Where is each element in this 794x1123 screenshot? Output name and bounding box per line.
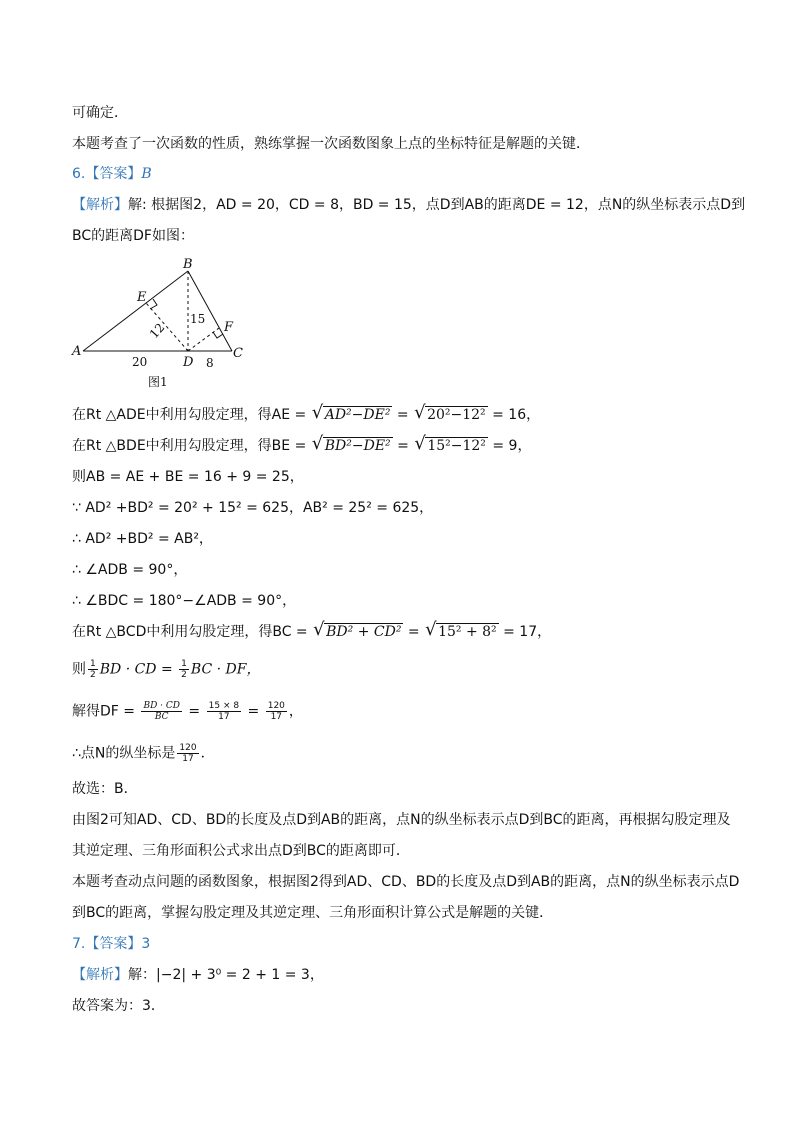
length-AD: 20 [132,355,148,369]
segment-BC [188,271,232,351]
text-line: 可确定． [72,105,128,121]
segment-AB [83,271,188,351]
segment-DF [188,328,219,351]
label-B: B [183,257,193,272]
text-line: 本题考查动点问题的函数图象，根据图2得到AD、CD、BD的长度及点D到AB的距离，点N的纵坐标表示点D [72,874,740,890]
analysis-line: BC的距离DF如图： [72,228,194,244]
label-C: C [233,346,243,361]
formula-line: 在Rt △ADE中利用勾股定理，得AE = √ AD²−DE² = √ 20²−12² = 16， [72,405,540,425]
formula-line: ∴ AD² +BD² = AB²， [72,531,213,547]
question-6-answer: 6.【答案】B [72,166,152,182]
text-line: 其逆定理、三角形面积公式求出点D到BC的距离即可． [72,843,410,859]
formula-line: 则 $\frac{1}{2}$ BD · CD = $\frac{1}{2}$ BC · DF， [72,659,261,680]
length-BD: 15 [190,312,206,326]
label-F: F [224,320,234,335]
text-line: 本题考查了一次函数的性质，熟练掌握一次函数图象上点的坐标特征是解题的关键． [72,136,590,152]
formula-line: 则AB = AE + BE = 16 + 9 = 25， [72,469,304,485]
figure-caption: 图1 [148,375,168,389]
length-DC: 8 [206,356,214,370]
label-E: E [137,290,147,305]
label-D: D [183,355,194,370]
text-line: 到BC的距离，掌握勾股定理及其逆定理、三角形面积计算公式是解题的关键． [72,905,554,921]
triangle-figure [70,256,270,396]
text-line: 故答案为：3． [72,998,165,1014]
length-DE: 12 [146,320,168,342]
formula-line: 在Rt △BCD中利用勾股定理，得BC = √ BD² + CD² = √ 15² + 8² = 17， [72,622,551,642]
text-line: 故选：B． [72,781,138,797]
question-7-answer: 7.【答案】3 [72,936,151,952]
right-angle-E [150,299,157,309]
formula-line: ∴点N的纵坐标是 $\frac{120}{17}$ ． [72,743,215,764]
label-A: A [72,344,82,359]
text-line: 由图2可知AD、CD、BD的长度及点D到AB的距离，点N的纵坐标表示点D到BC的距离，再根据勾股定理及 [72,812,731,828]
analysis-line: 【解析】解: 根据图2，AD = 20，CD = 8，BD = 15，点D到AB的距离DE = 12，点N的纵坐标表示点D到 [72,197,746,213]
formula-line: 解得DF = $\frac{BD \cdot CD}{BC}$ = $\frac{15 \times 8}{17}$ = $\frac{120}{17}$ ， [72,701,303,722]
formula-line: ∴ ∠ADB = 90°， [72,562,188,578]
analysis-line: 【解析】解：|−2| + 3⁰ = 2 + 1 = 3， [72,967,324,983]
formula-line: ∴ ∠BDC = 180°−∠ADB = 90°， [72,593,297,609]
formula-line: ∵ AD² +BD² = 20² + 15² = 625，AB² = 25² = 625， [72,500,434,516]
formula-line: 在Rt △BDE中利用勾股定理，得BE = √ BD²−DE² = √ 15²−12² = 9， [72,436,531,456]
